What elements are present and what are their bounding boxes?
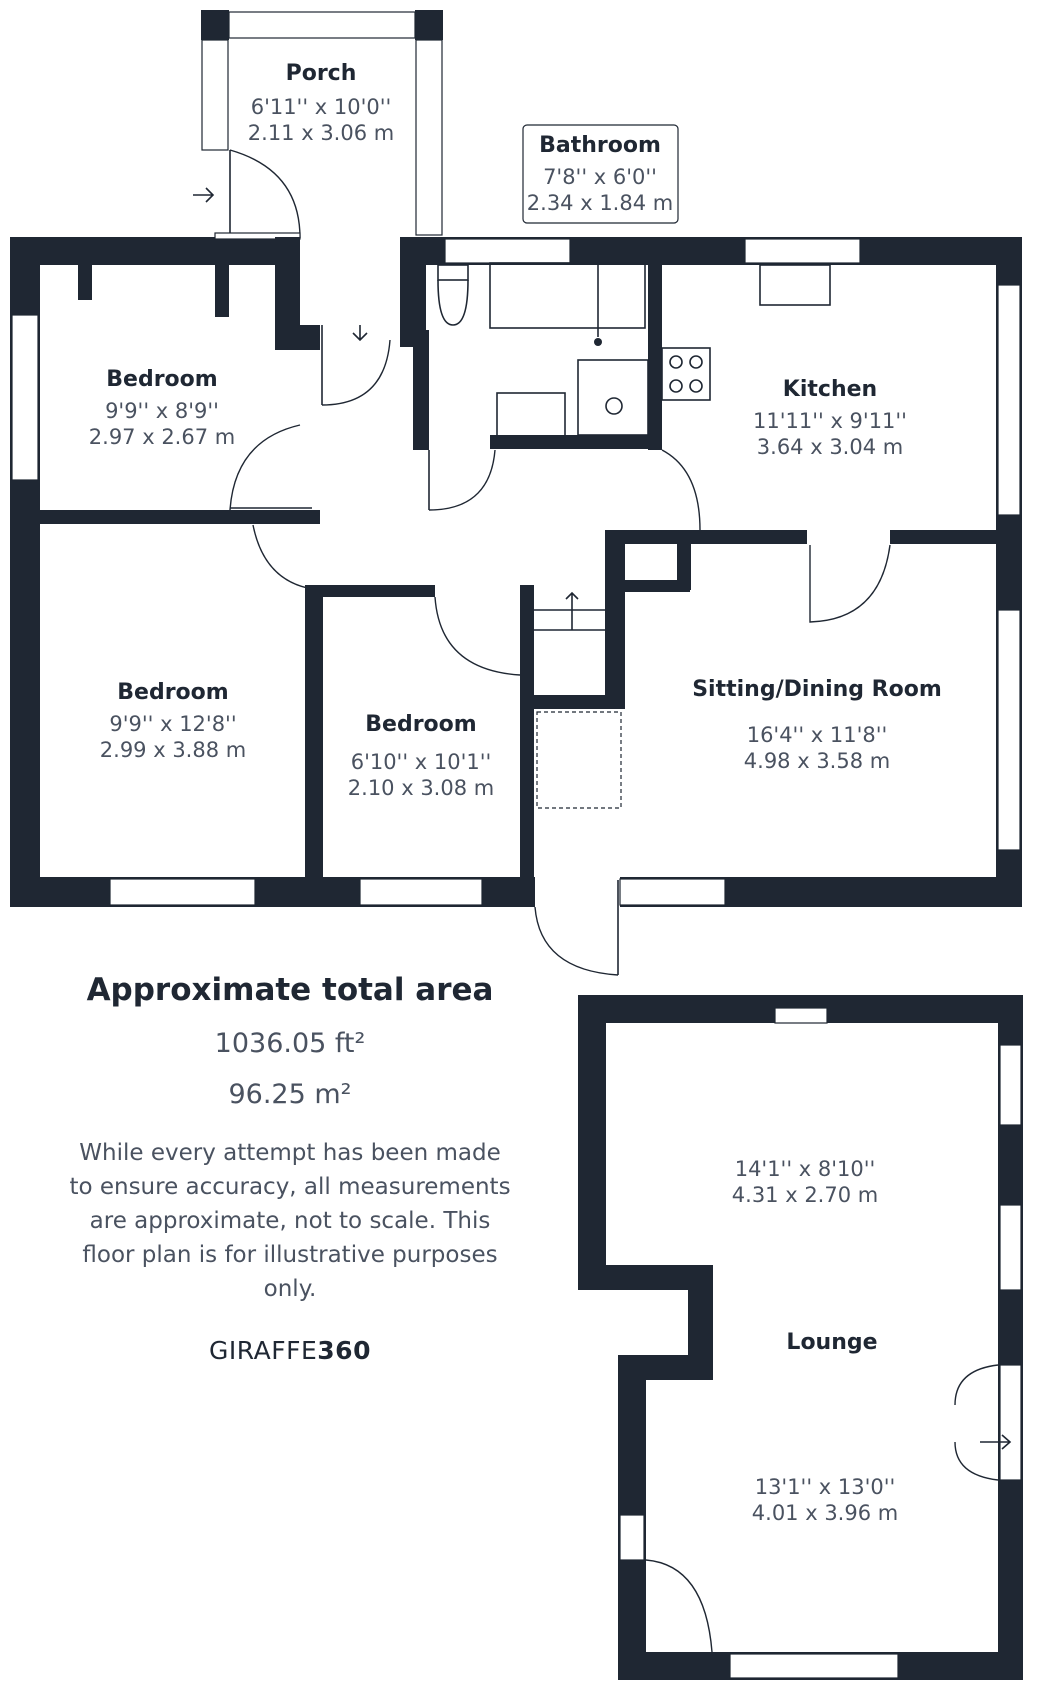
area-title: Approximate total area bbox=[86, 972, 494, 1008]
room-label-lounge bbox=[732, 1157, 898, 1525]
room-dim-metric: 2.97 x 2.67 m bbox=[88, 425, 236, 449]
room-dim-imperial: 16'4'' x 11'8'' bbox=[746, 723, 888, 747]
area-sqm: 96.25 m² bbox=[228, 1079, 352, 1110]
room-label-sitting-dining bbox=[692, 677, 942, 773]
room-dim-metric: 2.11 x 3.06 m bbox=[247, 121, 395, 145]
area-summary bbox=[40, 972, 540, 1365]
room-dim-imperial: 6'10'' x 10'1'' bbox=[350, 750, 492, 774]
room-dim-imperial: 13'1'' x 13'0'' bbox=[754, 1475, 896, 1499]
room-dim-metric: 3.64 x 3.04 m bbox=[756, 435, 904, 459]
room-label-bedroom-1 bbox=[89, 367, 235, 449]
room-dim-imperial: 9'9'' x 8'9'' bbox=[105, 399, 219, 423]
brand-logo bbox=[40, 1336, 540, 1365]
main-walls bbox=[10, 233, 1022, 975]
room-dim-imperial: 14'1'' x 8'10'' bbox=[734, 1157, 876, 1181]
room-label-bedroom-2 bbox=[100, 680, 246, 762]
brand-name: GIRAFFE bbox=[209, 1336, 318, 1365]
area-sqft: 1036.05 ft² bbox=[214, 1028, 366, 1059]
room-dim-metric: 4.01 x 3.96 m bbox=[751, 1501, 899, 1525]
room-name: Bedroom bbox=[106, 367, 218, 392]
room-name: Bathroom bbox=[539, 133, 661, 158]
room-dim-imperial: 9'9'' x 12'8'' bbox=[109, 712, 237, 736]
room-dim-imperial: 6'11'' x 10'0'' bbox=[250, 95, 392, 119]
room-dim-metric: 2.10 x 3.08 m bbox=[347, 776, 495, 800]
room-name: Porch bbox=[285, 61, 357, 86]
room-name: Lounge bbox=[786, 1330, 878, 1355]
room-label-porch bbox=[248, 61, 394, 145]
room-dim-imperial: 7'8'' x 6'0'' bbox=[543, 165, 657, 189]
room-dim-metric: 4.98 x 3.58 m bbox=[743, 749, 891, 773]
room-name: Bedroom bbox=[365, 712, 477, 737]
room-name: Sitting/Dining Room bbox=[692, 677, 942, 702]
room-name: Bedroom bbox=[117, 680, 229, 705]
room-label-bedroom-3 bbox=[348, 712, 494, 800]
room-name: Kitchen bbox=[782, 377, 878, 402]
room-dim-imperial: 11'11'' x 9'11'' bbox=[753, 409, 907, 433]
brand-number: 360 bbox=[317, 1336, 371, 1365]
room-dim-metric: 2.99 x 3.88 m bbox=[99, 738, 247, 762]
disclaimer-text: While every attempt has been made to ensure accuracy, all measurements are approximate, not to scale. This floor plan is for illustrative purposes only. bbox=[69, 1140, 511, 1302]
room-label-kitchen bbox=[753, 377, 907, 459]
interior-walls bbox=[40, 237, 1000, 880]
room-label-bathroom bbox=[523, 125, 678, 223]
room-dim-metric: 4.31 x 2.70 m bbox=[731, 1183, 879, 1207]
room-dim-metric: 2.34 x 1.84 m bbox=[526, 191, 674, 215]
